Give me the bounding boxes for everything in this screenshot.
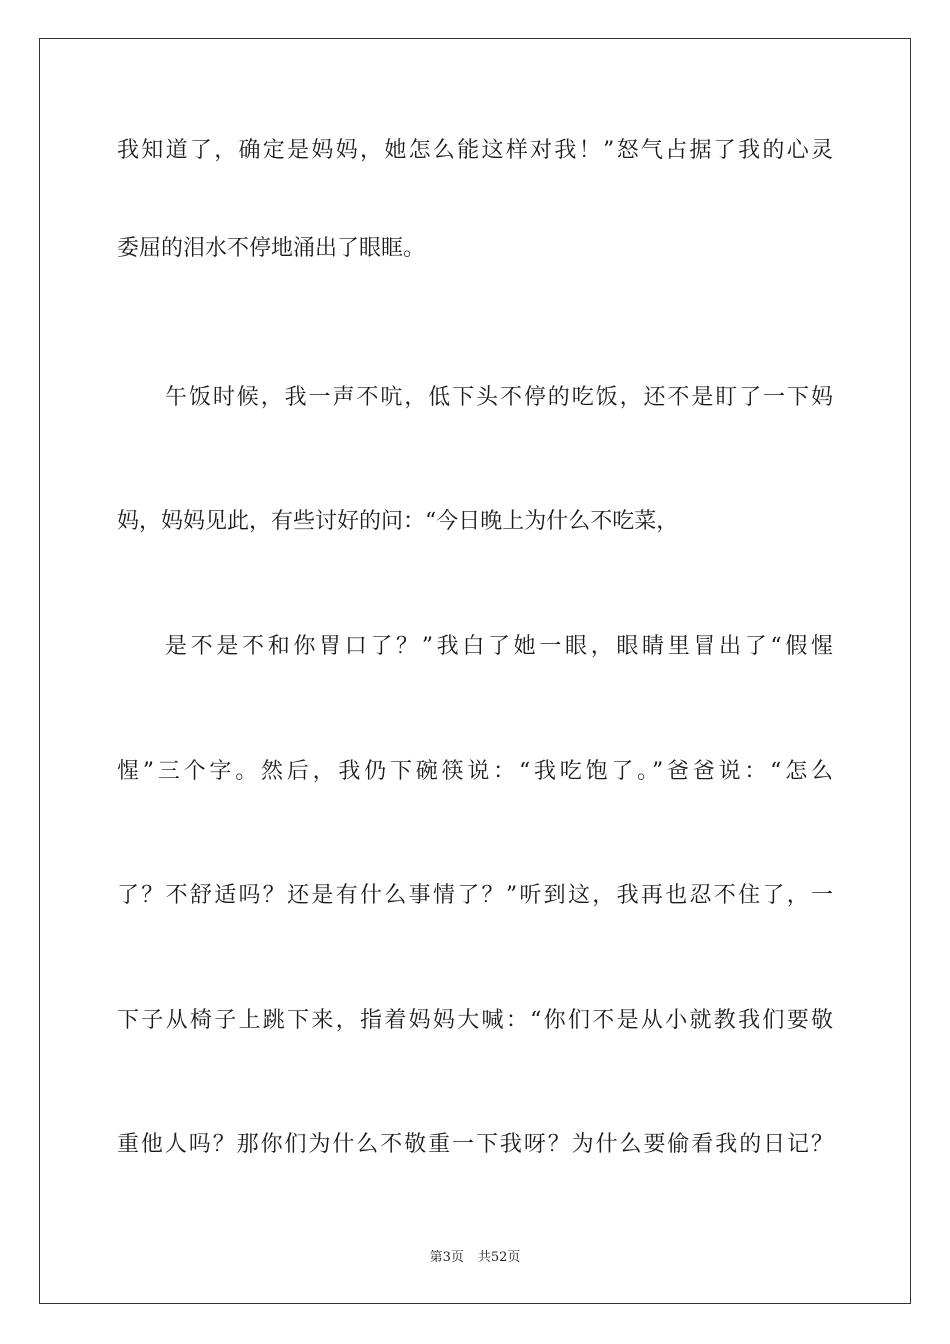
text-line-5: 是不是不和你胃口了？”我白了她一眼，眼睛里冒出了“假惺 xyxy=(165,634,833,659)
text-line-1: 我知道了，确定是妈妈，她怎么能这样对我！”怒气占据了我的心灵 xyxy=(117,138,833,163)
page-border xyxy=(39,38,911,1304)
text-line-2: 委屈的泪水不停地涌出了眼眶。 xyxy=(117,236,426,261)
text-line-7: 了？不舒适吗？还是有什么事情了？”听到这，我再也忍不住了，一 xyxy=(117,883,833,908)
text-line-9: 重他人吗？那你们为什么不敬重一下我呀？为什么要偷看我的日记？ xyxy=(117,1132,833,1157)
page-number: 第3页 xyxy=(429,1250,464,1265)
text-line-4: 妈，妈妈见此，有些讨好的问：“今日晚上为什么不吃菜， xyxy=(117,509,679,534)
text-line-8: 下子从椅子上跳下来，指着妈妈大喊：“你们不是从小就教我们要敬 xyxy=(117,1008,833,1033)
text-line-3: 午饭时候，我一声不吭，低下头不停的吃饭，还不是盯了一下妈 xyxy=(165,385,833,410)
page-footer xyxy=(0,1246,950,1265)
text-line-6: 惺”三个字。然后，我仍下碗筷说：“我吃饱了。”爸爸说：“怎么 xyxy=(117,759,833,784)
page-total: 共52页 xyxy=(477,1250,521,1265)
